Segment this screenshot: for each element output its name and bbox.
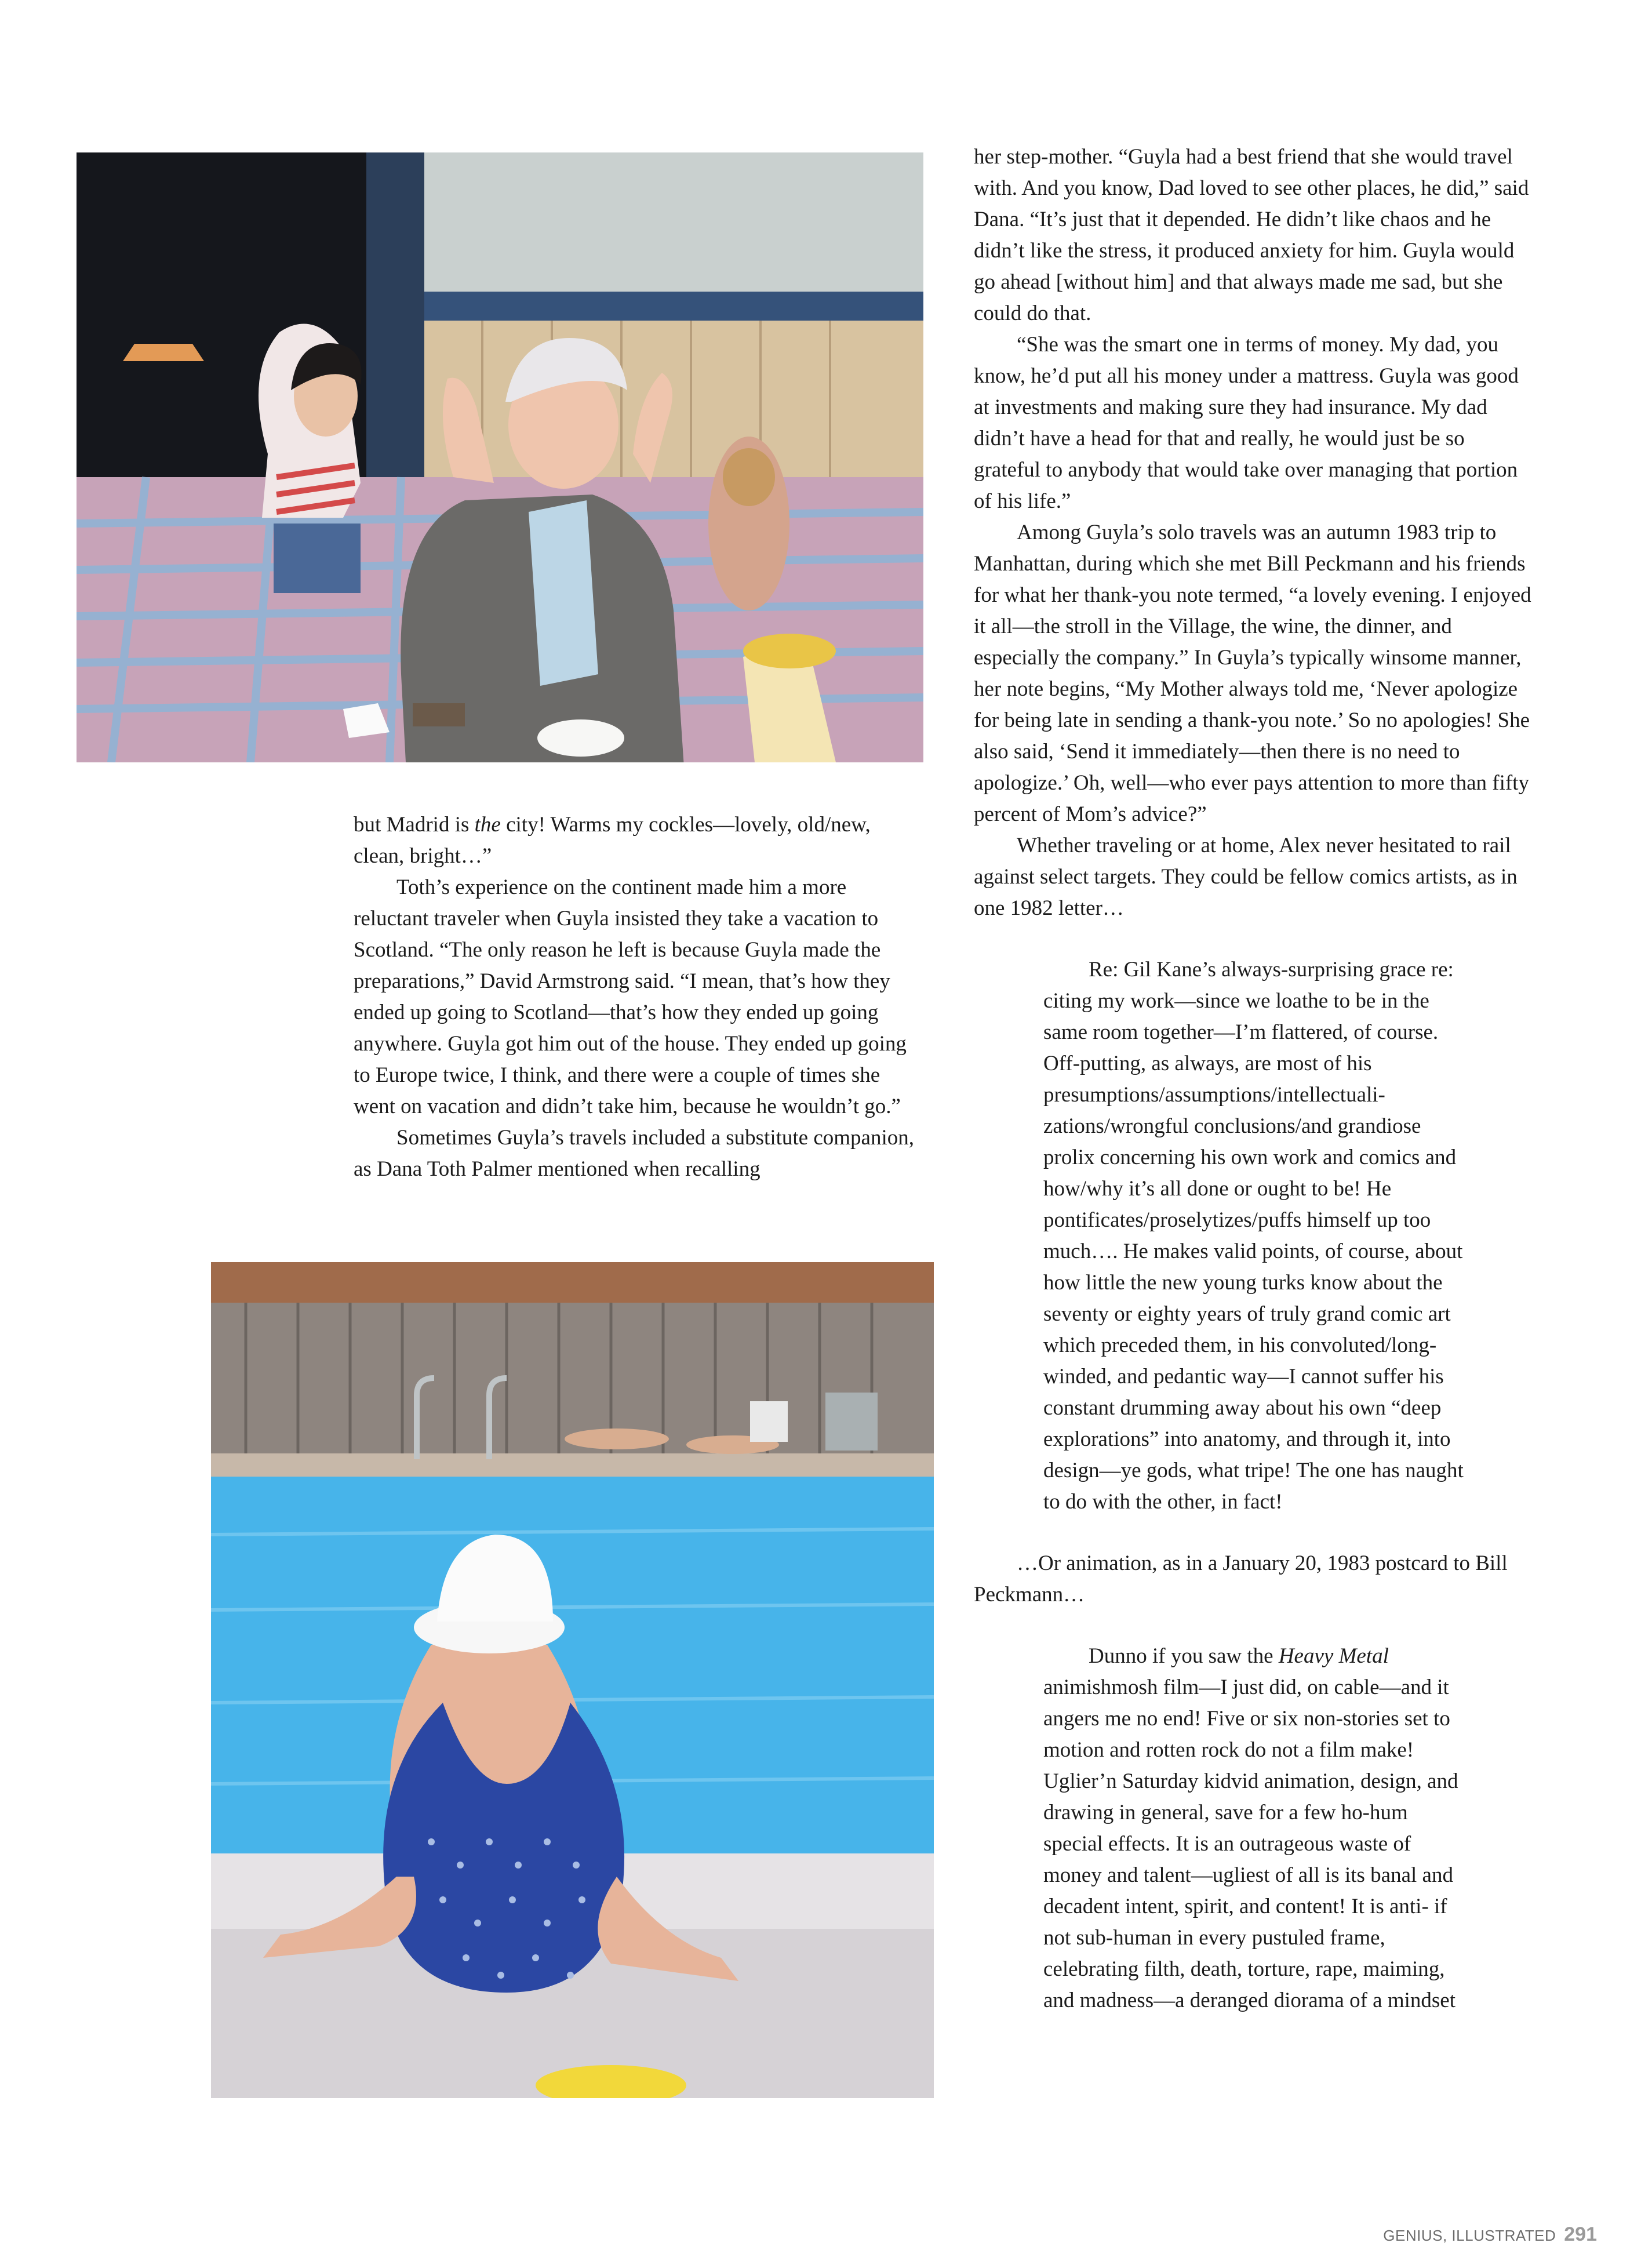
photo-dinner-table xyxy=(77,152,923,762)
paragraph: Whether traveling or at home, Alex never hesitated to rail against select targets. They could be fellow comics artists, as in one 1982 letter… xyxy=(974,834,1518,920)
block-quote xyxy=(1043,1641,1467,2016)
paragraph: Among Guyla’s solo travels was an autumn 1983 trip to Manhattan, during which she met Bill Peckmann and his friends for what her thank-you note termed, “a lovely evening. I enjoyed it all—the stroll in the Village, the wine, the dinner, and especially the company.” In Guyla’s typically winsome manner, her note begins, “My Mother always told me, ‘Never apologize for being late in sending a thank-you note.’ So no apologies! She also said, ‘Send it immediately—then there is no need to apologize.’ Oh, well—who ever pays attention to more than fifty percent of Mom’s advice?” xyxy=(974,521,1531,826)
paragraph: Sometimes Guyla’s travels included a substitute companion, as Dana Toth Palmer mentioned when recalling xyxy=(354,1126,914,1181)
paragraph: but Madrid is the city! Warms my cockles—lovely, old/new, clean, bright…” xyxy=(354,813,871,868)
paragraph: “She was the smart one in terms of money. My dad, you know, he’d put all his money under a mattress. Guyla was good at investments and making sure they had insurance. My dad didn’t have a head for that and really, he would just be so grateful to anybody that would take over managing that portion of his life.” xyxy=(974,333,1519,513)
paragraph: her step-mother. “Guyla had a best friend that she would travel with. And you know, Dad loved to see other places, he did,” said Dana. “It’s just that it depended. He didn’t like chaos and he didn’t like the stress, it produced anxiety for him. Guyla would go ahead [without him] and that always made me sad, but she could do that. xyxy=(974,145,1529,325)
page-footer xyxy=(1383,2223,1597,2246)
block-quote xyxy=(1043,954,1467,1518)
quote-text: Re: Gil Kane’s always-surprising grace re: citing my work—since we loathe to be in the same room together—I’m flattered, of course. Off-putting, as always, are most of his presumptions/assumptions/intellectualizations/wrongful conclusions/and grandiose prolix concerning his own work and comics and how/why it’s all done or ought to be! He pontificates/proselytizes/puffs himself up too much…. He makes valid points, of course, about how little the new young turks know about the seventy or eighty years of truly grand comic art which preceded them, in his convoluted/long-winded, and pedantic way—I cannot suffer his constant drumming away about his own “deep explorations” into anatomy, and through it, into design—ye gods, what tripe! The one has naught to do with the other, in fact! xyxy=(1043,958,1464,1514)
photo-dinner-table-image xyxy=(77,152,923,762)
page-number: 291 xyxy=(1564,2223,1597,2245)
photo-pool-image xyxy=(211,1262,934,2098)
left-text-column xyxy=(354,809,925,1185)
quote-text: Dunno if you saw the Heavy Metal animishmosh film—I just did, on cable—and it angers me no end! Five or six non-stories set to motion and rotten rock do not a film make! Uglier’n Saturday kidvid animation, design, and drawing in general, save for a few ho-hum special effects. It is an outrageous waste of money and talent—ugliest of all is its banal and decadent intent, spirit, and content! It is anti- if not sub-human in every pustuled frame, celebrating filth, death, torture, rape, maiming, and madness—a deranged diorama of a mindset xyxy=(1043,1644,1458,2012)
paragraph: Toth’s experience on the continent made him a more reluctant traveler when Guyla insisted they take a vacation to Scotland. “The only reason he left is because Guyla made the preparations,” David Armstrong said. “I mean, that’s how they ended up going to Scotland—that’s how they ended up going anywhere. Guyla got him out of the house. They ended up going to Europe twice, I think, and there were a couple of times she went on vacation and didn’t take him, because he wouldn’t go.” xyxy=(354,875,907,1118)
photo-pool xyxy=(211,1262,934,2098)
paragraph: …Or animation, as in a January 20, 1983 postcard to Bill Peckmann… xyxy=(974,1551,1508,1606)
running-head: GENIUS, ILLUSTRATED xyxy=(1383,2227,1556,2244)
right-text-column xyxy=(974,141,1536,2016)
